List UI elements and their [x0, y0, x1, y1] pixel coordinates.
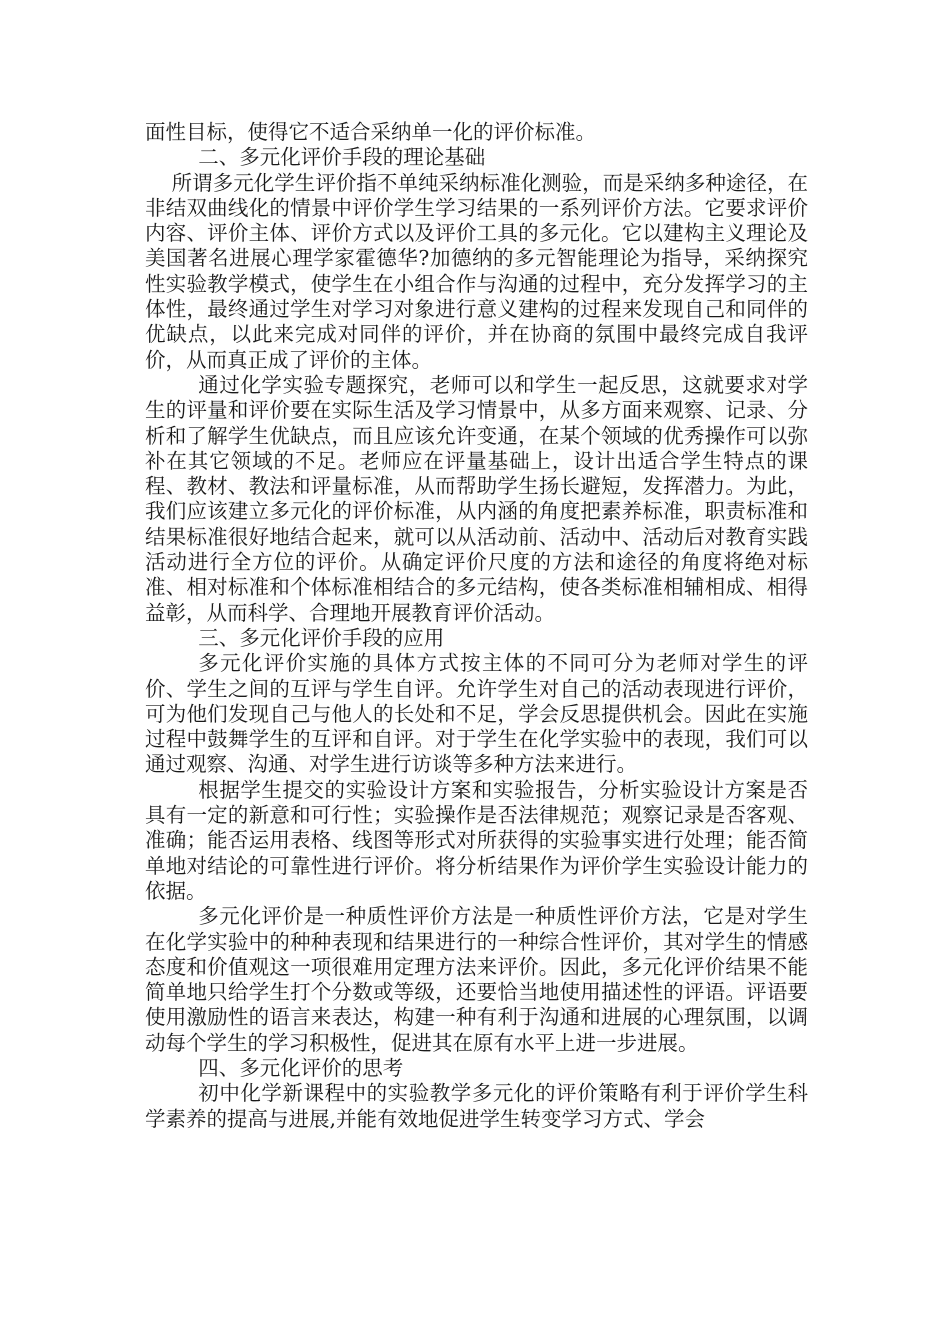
paragraph-application: 多元化评价实施的具体方式按主体的不同可分为老师对学生的评价、学生之间的互评与学生自评。允许学生对自己的活动表现进行评价，可为他们发现自己与他人的长处和不足，学会反思提供机会。因此在实施过程中鼓舞学生的互评和自评。对于学生在化学实验中的表现，我们可以通过观察、沟通、对学生进行访谈等多种方法来进行。 [145, 651, 808, 777]
paragraph-qualitative: 多元化评价是一种质性评价方法是一种质性评价方法，它是对学生在化学实验中的种种表现和结果进行的一种综合性评价，其对学生的情感态度和价值观这一项很难用定理方法来评价。因此，多元化评价结果不能简单地只给学生打个分数或等级，还要恰当地使用描述性的评语。评语要使用激励性的语言来表达，构建一种有利于沟通和进展的心理氛围，以调动每个学生的学习积极性，促进其在原有水平上进一步进展。 [145, 904, 808, 1055]
section-heading-4: 四、多元化评价的思考 [198, 1055, 404, 1080]
paragraph-reflection: 初中化学新课程中的实验教学多元化的评价策略有利于评价学生科学素养的提高与进展,并能有效地促进学生转变学习方式、学会 [145, 1081, 808, 1131]
paragraph-continuation: 面性目标，使得它不适合采纳单一化的评价标准。 [145, 120, 596, 144]
section-heading-2: 二、多元化评价手段的理论基础 [198, 145, 486, 170]
paragraph-inquiry: 通过化学实验专题探究，老师可以和学生一起反思，这就要求对学生的评量和评价要在实际生活及学习情景中，从多方面来观察、记录、分析和了解学生优缺点，而且应该允许变通，在某个领域的优秀操作可以弥补在其它领域的不足。老师应在评量基础上，设计出适合学生特点的课程、教材、教法和评量标准，从而帮助学生扬长避短，发挥潜力。为此，我们应该建立多元化的评价标准，从内涵的角度把素养标准，职责标准和结果标准很好地结合起来，就可以从活动前、活动中、活动后对教育实践活动进行全方位的评价。从确定评价尺度的方法和途径的角度将绝对标准、相对标准和个体标准相结合的多元结构，使各类标准相辅相成、相得益彰，从而科学、合理地开展教育评价活动。 [145, 372, 808, 625]
paragraph-experiment-report: 根据学生提交的实验设计方案和实验报告，分析实验设计方案是否具有一定的新意和可行性；实验操作是否法律规范；观察记录是否客观、准确；能否运用表格、线图等形式对所获得的实验事实进行处理；能否简单地对结论的可靠性进行评价。将分析结果作为评价学生实验设计能力的依据。 [145, 777, 808, 903]
paragraph-theory: 所谓多元化学生评价指不单纯采纳标准化测验，而是采纳多种途径，在非结双曲线化的情景中评价学生学习结果的一系列评价方法。它要求评价内容、评价主体、评价方式以及评价工具的多元化。它以建构主义理论及美国著名进展心理学家霍德华?加德纳的多元智能理论为指导，采纳探究性实验教学模式，使学生在小组合作与沟通的过程中，充分发挥学习的主体性，最终通过学生对学习对象进行意义建构的过程来发现自己和同伴的优缺点，以此来完成对同伴的评价，并在协商的氛围中最终完成自我评价，从而真正成了评价的主体。 [145, 170, 808, 372]
section-heading-3: 三、多元化评价手段的应用 [198, 625, 445, 650]
document-body [145, 120, 808, 1132]
